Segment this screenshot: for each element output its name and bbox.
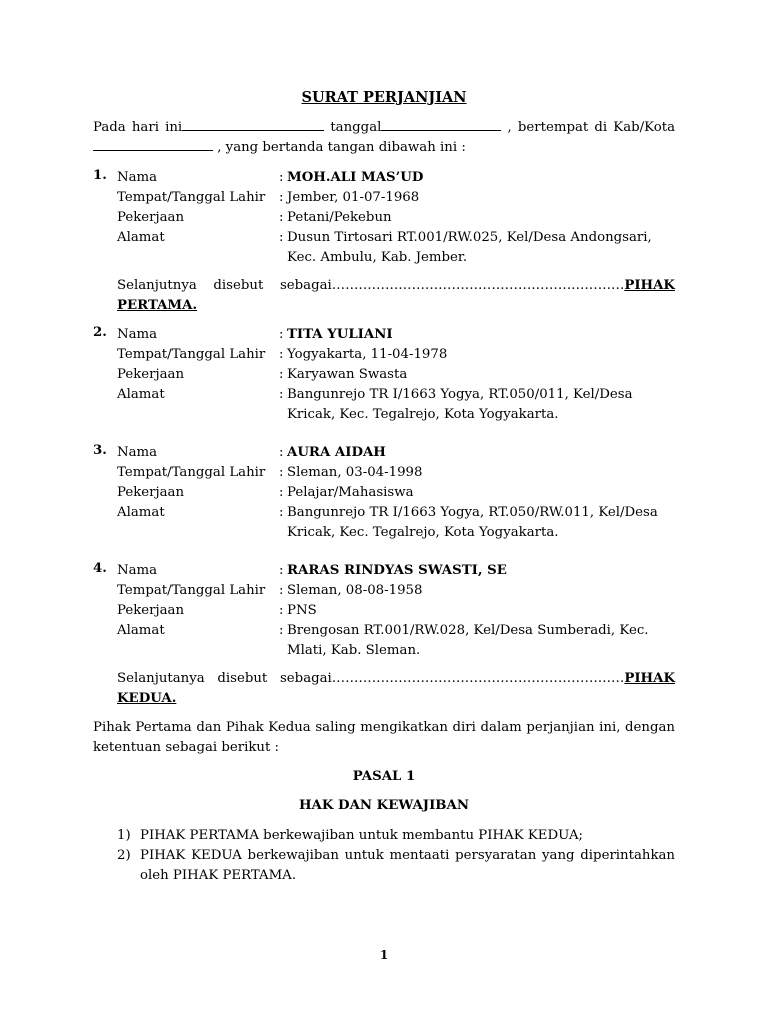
agreement-paragraph (93, 718, 675, 758)
designation-word: disebut (217, 671, 268, 686)
designation-word: disebut (213, 278, 264, 293)
field-label: Alamat (117, 623, 165, 638)
field-label: Nama (117, 170, 158, 185)
pasal-heading: PASAL 1 (352, 769, 416, 784)
field-value-alamat: Dusun Tirtosari RT.001/RW.025, Kel/Desa Andongsari, (287, 230, 652, 245)
obligation-text: PIHAK PERTAMA berkewajiban untuk membantu PIHAK KEDUA; (140, 828, 584, 843)
page-number: 1 (379, 948, 389, 962)
field-label: Pekerjaan (117, 603, 185, 618)
field-value-alamat-cont: Kec. Ambulu, Kab. Jember. (287, 250, 468, 265)
field-colon: : (279, 210, 284, 225)
field-label: Pekerjaan (117, 367, 185, 382)
agreement-text: Pihak Pertama dan Pihak Kedua saling mengikatkan diri dalam perjanjian ini, dengan ketentuan sebagai berikut : (93, 720, 675, 755)
field-row-alamat (93, 228, 683, 248)
intro-line-2 (93, 138, 675, 158)
field-value-alamat: Brengosan RT.001/RW.028, Kel/Desa Sumberadi, Kec. (287, 623, 649, 638)
field-colon: : (279, 485, 284, 500)
field-label: Tempat/Tanggal Lahir (117, 583, 266, 598)
field-value-nama: MOH.ALI MAS’UD (287, 170, 424, 185)
field-label: Alamat (117, 230, 165, 245)
field-value-alamat-cont: Kricak, Kec. Tegalrejo, Kota Yogyakarta. (287, 407, 559, 422)
field-label: Alamat (117, 505, 165, 520)
field-value-nama: AURA AIDAH (287, 445, 386, 460)
field-row-ttl (93, 463, 683, 483)
field-label: Tempat/Tanggal Lahir (117, 347, 266, 362)
intro-text-place: , bertempat di Kab/Kota (501, 120, 675, 135)
field-row-pekerjaan (93, 365, 683, 385)
obligation-item (117, 826, 675, 846)
field-label: Tempat/Tanggal Lahir (117, 190, 266, 205)
field-row-nama (93, 325, 683, 345)
designation-dots-group (280, 669, 675, 689)
field-colon: : (279, 190, 284, 205)
intro-text-date: tanggal (324, 120, 382, 135)
obligation-number: 2) (117, 848, 131, 863)
intro-paragraph (93, 118, 675, 158)
designation-dots-group (280, 276, 675, 296)
designation-line (117, 669, 675, 689)
field-colon: : (279, 583, 284, 598)
city-blank-field[interactable] (93, 139, 213, 151)
field-label: Pekerjaan (117, 485, 185, 500)
field-label: Pekerjaan (117, 210, 185, 225)
field-value-ttl: Jember, 01-07-1968 (287, 190, 420, 205)
field-value-ttl: Sleman, 08-08-1958 (287, 583, 423, 598)
designation-word: Selanjutanya (117, 671, 205, 686)
pihak-label: PIHAK (624, 278, 675, 293)
date-blank-field[interactable] (381, 119, 501, 131)
pihak-role: KEDUA. (117, 691, 177, 706)
field-colon: : (279, 170, 284, 185)
party-block-3 (93, 443, 683, 543)
field-label: Alamat (117, 387, 165, 402)
field-colon: : (279, 603, 284, 618)
field-colon: : (279, 367, 284, 382)
pihak-role: PERTAMA. (117, 298, 198, 313)
obligation-text: PIHAK KEDUA berkewajiban untuk mentaati persyaratan yang diperintahkan oleh PIHAK PERTAMA. (140, 848, 675, 883)
designation-dots: sebagai………………………………………………………… (279, 278, 625, 293)
field-value-pekerjaan: Karyawan Swasta (287, 367, 408, 382)
party-block-4 (93, 561, 683, 661)
intro-text-signers: , yang bertanda tangan dibawah ini : (213, 140, 466, 155)
field-value-alamat: Bangunrejo TR I/1663 Yogya, RT.050/011, Kel/Desa (287, 387, 633, 402)
field-colon: : (279, 563, 284, 578)
field-colon: : (279, 465, 284, 480)
field-colon: : (279, 347, 284, 362)
designation-pihak-kedua (117, 669, 675, 709)
field-row-pekerjaan (93, 208, 683, 228)
field-value-alamat: Bangunrejo TR I/1663 Yogya, RT.050/RW.011, Kel/Desa (287, 505, 658, 520)
obligation-item (117, 846, 675, 886)
field-value-alamat-cont: Mlati, Kab. Sleman. (287, 643, 421, 658)
field-row-alamat (93, 621, 683, 641)
intro-text-day: Pada hari ini (93, 120, 183, 135)
field-label: Nama (117, 445, 158, 460)
obligations-list (117, 826, 675, 886)
field-row-alamat-cont (93, 405, 683, 425)
field-label: Tempat/Tanggal Lahir (117, 465, 266, 480)
field-colon: : (279, 230, 284, 245)
field-value-pekerjaan: PNS (287, 603, 317, 618)
field-row-alamat-cont (93, 523, 683, 543)
field-row-nama (93, 561, 683, 581)
field-colon: : (279, 623, 284, 638)
field-value-pekerjaan: Pelajar/Mahasiswa (287, 485, 414, 500)
designation-word: Selanjutnya (117, 278, 197, 293)
party-block-2 (93, 325, 683, 425)
pasal-title: HAK DAN KEWAJIBAN (298, 798, 469, 813)
field-row-pekerjaan (93, 483, 683, 503)
field-colon: : (279, 445, 284, 460)
field-row-ttl (93, 581, 683, 601)
field-row-nama (93, 168, 683, 188)
pihak-label: PIHAK (624, 671, 675, 686)
designation-pihak-pertama (117, 276, 675, 316)
party-number: 4. (93, 561, 107, 576)
field-value-nama: TITA YULIANI (287, 327, 393, 342)
field-label: Nama (117, 327, 158, 342)
field-row-nama (93, 443, 683, 463)
party-number: 2. (93, 325, 107, 340)
field-label: Nama (117, 563, 158, 578)
designation-dots: sebagai………………………………………………………… (279, 671, 625, 686)
intro-line-1 (93, 118, 675, 138)
party-block-1 (93, 168, 683, 268)
party-number: 1. (93, 168, 107, 183)
field-row-pekerjaan (93, 601, 683, 621)
obligation-number: 1) (117, 828, 131, 843)
party-number: 3. (93, 443, 107, 458)
field-colon: : (279, 505, 284, 520)
field-value-pekerjaan: Petani/Pekebun (287, 210, 392, 225)
field-row-alamat-cont (93, 641, 683, 661)
field-row-ttl (93, 188, 683, 208)
field-value-ttl: Sleman, 03-04-1998 (287, 465, 423, 480)
field-row-alamat (93, 385, 683, 405)
field-value-nama: RARAS RINDYAS SWASTI, SE (287, 563, 507, 578)
field-value-alamat-cont: Kricak, Kec. Tegalrejo, Kota Yogyakarta. (287, 525, 559, 540)
designation-line (117, 276, 675, 296)
document-title: SURAT PERJANJIAN (301, 89, 467, 106)
field-colon: : (279, 327, 284, 342)
day-blank-field[interactable] (182, 119, 324, 131)
field-row-alamat (93, 503, 683, 523)
field-value-ttl: Yogyakarta, 11-04-1978 (287, 347, 448, 362)
field-row-ttl (93, 345, 683, 365)
field-row-alamat-cont (93, 248, 683, 268)
field-colon: : (279, 387, 284, 402)
